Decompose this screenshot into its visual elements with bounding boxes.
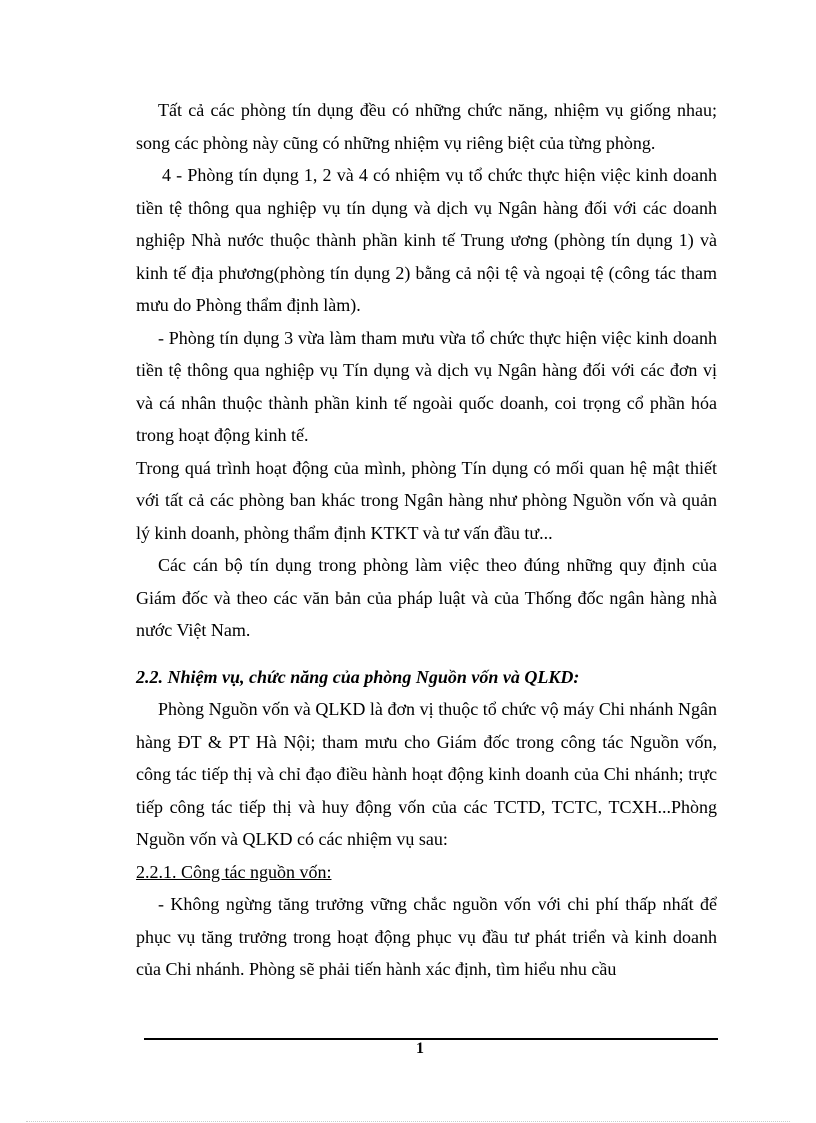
- page-body: [136, 94, 717, 986]
- paragraph-capital-growth: - Không ngừng tăng trưởng vững chắc nguồn vốn với chi phí thấp nhất để phục vụ tăng trưởng trong hoạt động phục vụ đầu tư phát triển và kinh doanh của Chi nhánh. Phòng sẽ phải tiến hành xác định, tìm hiểu nhu cầu: [136, 894, 717, 979]
- paragraph-credit-dept-3: - Phòng tín dụng 3 vừa làm tham mưu vừa tổ chức thực hiện việc kinh doanh tiền tệ thông qua nghiệp vụ Tín dụng và dịch vụ Ngân hàng đối với các đơn vị và cá nhân thuộc thành phần kinh tế ngoài quốc doanh, coi trọng cổ phần hóa trong hoạt động kinh tế.: [136, 327, 717, 445]
- section-gap: [136, 647, 717, 661]
- paragraph-credit-depts-1-2-4: 4 - Phòng tín dụng 1, 2 và 4 có nhiệm vụ tổ chức thực hiện việc kinh doanh tiền tệ thông qua nghiệp vụ tín dụng và dịch vụ Ngân hàng đối với các doanh nghiệp Nhà nước thuộc thành phần kinh tế Trung ương (phòng tín dụng 1) và kinh tế địa phương(phòng tín dụng 2) bằng cả nội tệ và ngoại tệ (công tác tham mưu do Phòng thẩm định làm).: [136, 165, 717, 315]
- paragraph-regulations: Các cán bộ tín dụng trong phòng làm việc theo đúng những quy định của Giám đốc và theo các văn bản của pháp luật và của Thống đốc ngân hàng nhà nước Việt Nam.: [136, 555, 717, 640]
- paragraph-relations: Trong quá trình hoạt động của mình, phòng Tín dụng có mối quan hệ mật thiết với tất cả các phòng ban khác trong Ngân hàng như phòng Nguồn vốn và quản lý kinh doanh, phòng thẩm định KTKT và tư vấn đầu tư...: [136, 457, 717, 543]
- section-heading: 2.2. Nhiệm vụ, chức năng của phòng Nguồn vốn và QLKD:: [136, 666, 580, 687]
- paragraph-capital-dept: Phòng Nguồn vốn và QLKD là đơn vị thuộc tổ chức vộ máy Chi nhánh Ngân hàng ĐT & PT Hà Nội; tham mưu cho Giám đốc trong công tác Nguồn vốn, công tác tiếp thị và chỉ đạo điều hành hoạt động kinh doanh của Chi nhánh; trực tiếp công tác tiếp thị và huy động vốn của các TCTD, TCTC, TCXH...Phòng Nguồn vốn và QLKD có các nhiệm vụ sau:: [136, 699, 717, 849]
- page-number: 1: [416, 1040, 424, 1057]
- page-bottom-dotted-line: [26, 1121, 790, 1122]
- subsection-heading-text: 2.2.1. Công tác nguồn vốn:: [136, 861, 332, 882]
- subsection-heading: [136, 856, 717, 889]
- paragraph-intro: Tất cả các phòng tín dụng đều có những chức năng, nhiệm vụ giống nhau; song các phòng này cũng có những nhiệm vụ riêng biệt của từng phòng.: [136, 100, 717, 153]
